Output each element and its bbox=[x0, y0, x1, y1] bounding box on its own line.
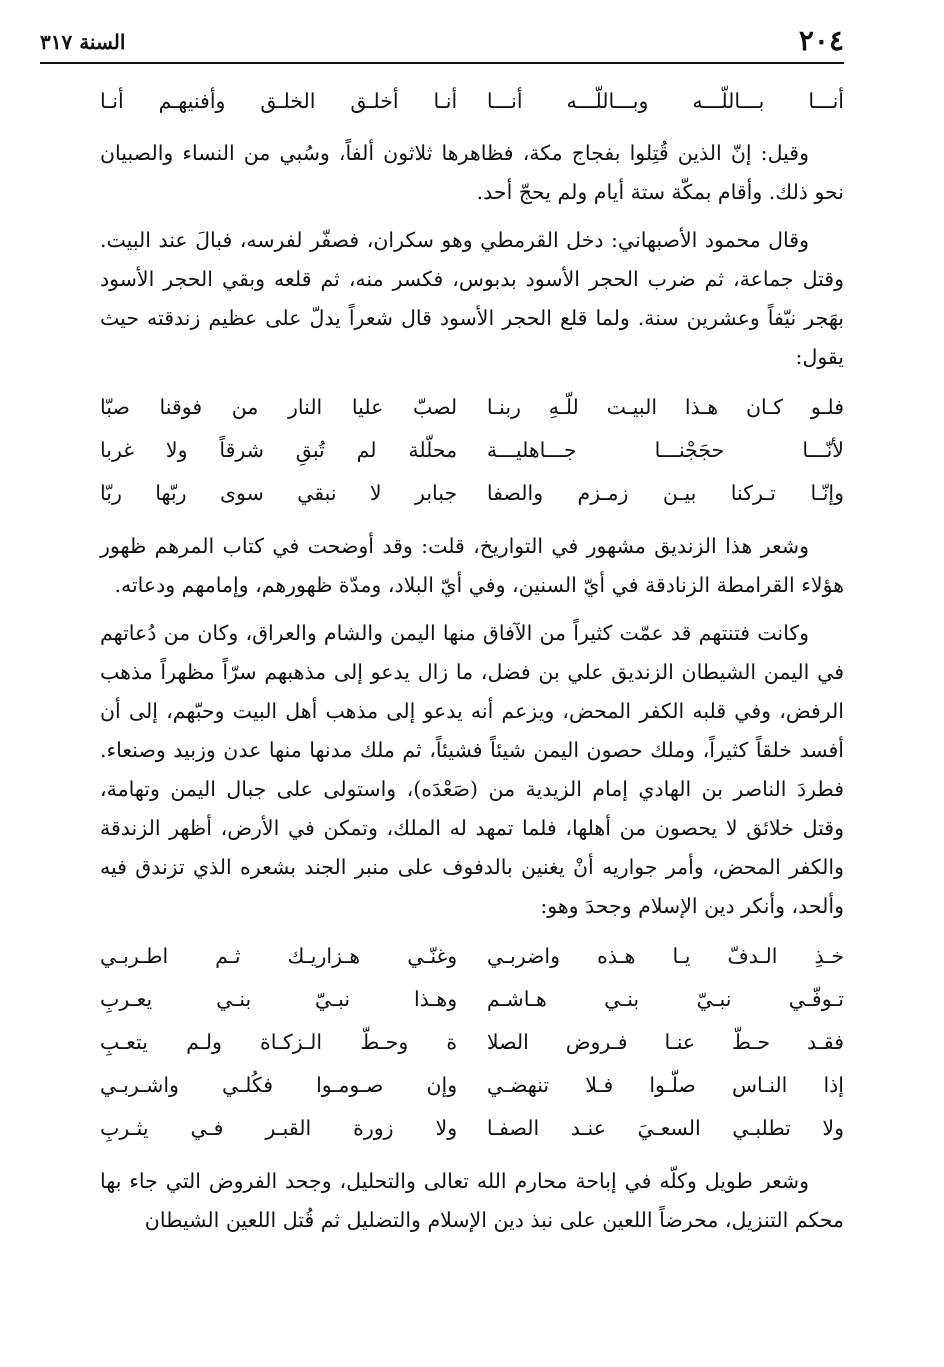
verse-line bbox=[100, 1021, 844, 1064]
page-number: ٢٠٤ bbox=[798, 24, 844, 57]
poem-block bbox=[100, 935, 844, 1150]
verse-line bbox=[100, 978, 844, 1021]
paragraph: وكانت فتنتهم قد عمّت كثيراً من الآفاق منها اليمن والشام والعراق، وكان من دُعاتهم في اليمن الشيطان الزنديق علي بن فضل، ما زال يدعو إلى مذهبهم سرّاً مظهراً مذهب الرفض، وفي قلبه الكفر المحض، ويزعم أنه يدعو إلى مذهب أهل البيت وحبّهم، إلى أن أفسد خلقاً كثيراً، وملك حصون اليمن شيئاً فشيئاً، ثم ملك مدنها منها عدن وزبيد وصنعاء. فطردَ الناصر بن الهادي إمام الزيدية من (صَعْدَه)، واستولى على جبال اليمن وتهامة، وقتل خلائق لا يحصون من أهلها، فلما تمهد له الملك، وتمكن في الأرض، أظهر الزندقة والكفر المحض، وأمر جواريه أنْ يغنين بالدفوف على منبر الجند بشعره الذي تزندق فيه وألحد، وأنكر دين الإسلام وجحدَ وهو: bbox=[100, 621, 844, 918]
verse-second-hemistich: وإن صـومـوا فكُلـي واشـربـي bbox=[100, 1073, 458, 1097]
verse-line bbox=[100, 472, 844, 515]
verse-first-hemistich: إذا النـاس صلّـوا فـلا تنهضـي bbox=[486, 1073, 844, 1097]
verse-line bbox=[100, 1064, 844, 1107]
page-header bbox=[40, 22, 844, 64]
paragraph: وشعر طويل وكلّه في إباحة محارم الله تعالى والتحليل، وجحد الفروض التي جاء بها محكم التنزيل، محرضاً اللعين على نبذ دين الإسلام والتضليل ثم قُتل اللعين الشيطان bbox=[100, 1169, 844, 1232]
page-content bbox=[100, 80, 844, 1249]
verse-second-hemistich: لصبّ عليا النار من فوقنا صبّا bbox=[100, 395, 458, 419]
paragraph: وقيل: إنّ الذين قُتِلوا بفجاج مكة، فظاهرها ثلاثون ألفاً، وسُبي من النساء والصبيان نحو ذلك. وأقام بمكّة ستة أيام ولم يحجّ أحد. bbox=[100, 141, 844, 204]
verse-first-hemistich: خـذِ الـدفّ يـا هـذه واضربـي bbox=[486, 944, 844, 968]
verse-second-hemistich: ولا زورة القبـر فـي يثـربِ bbox=[100, 1116, 458, 1140]
verse-first-hemistich: أنـــا بـــاللّـــه وبـــاللّـــه أنـــا bbox=[486, 88, 844, 113]
verse-second-hemistich: أنـا أخلـق الخلـق وأفنيهـم أنـا bbox=[100, 88, 458, 113]
verse-line bbox=[100, 80, 844, 122]
verse-second-hemistich: محلّلة لم تُبقِ شرقاً ولا غربا bbox=[100, 438, 458, 462]
opening-verse bbox=[100, 80, 844, 122]
poem-block bbox=[100, 386, 844, 515]
verse-first-hemistich: وإنّـا تـركنا بيـن زمـزم والصفا bbox=[486, 481, 844, 505]
paragraph: وقال محمود الأصبهاني: دخل القرمطي وهو سكران، فصفّر لفرسه، فبالَ عند البيت. وقتل جماعة، ثم ضرب الحجر الأسود بدبوس، فكسر منه، ثم قلعه وبقي الحجر الأسود بهَجر نيّفاً وعشرين سنة. ولما قلع الحجر الأسود قال شعراً يدلّ على عظيم زندقته حيث يقول: bbox=[100, 228, 844, 369]
year-label: السنة ٣١٧ bbox=[40, 30, 126, 54]
verse-first-hemistich: فلـو كـان هـذا البيـت للّـهِ ربنـا bbox=[486, 395, 844, 419]
verse-first-hemistich: لأنّـــا حجَجْنـــا جـــاهليـــة bbox=[486, 438, 844, 462]
verse-second-hemistich: ة وحـطّ الـزكـاة ولـم يتعـبِ bbox=[100, 1030, 458, 1054]
verse-second-hemistich: وغنّـي هـزاريـك ثـم اطـربـي bbox=[100, 944, 458, 968]
verse-second-hemistich: وهـذا نبـيّ بنـي يعـربِ bbox=[100, 987, 458, 1011]
verse-first-hemistich: ولا تطلبـي السعـيَ عنـد الصفـا bbox=[486, 1116, 844, 1140]
paragraph: وشعر هذا الزنديق مشهور في التواريخ، قلت: وقد أوضحت في كتاب المرهم ظهور هؤلاء القرامطة الزنادقة في أيّ السنين، وفي أيّ البلاد، ومدّة ظهورهم، وإمامهم ودعاته. bbox=[100, 534, 844, 597]
verse-line bbox=[100, 429, 844, 472]
verse-line bbox=[100, 386, 844, 429]
verse-line bbox=[100, 1107, 844, 1150]
verse-first-hemistich: تـوفّـي نبـيّ بنـي هـاشـم bbox=[486, 987, 844, 1011]
verse-first-hemistich: فقـد حـطّ عنـا فـروض الصلا bbox=[486, 1030, 844, 1054]
verse-second-hemistich: جبابر لا نبقي سوى ربّها ربّا bbox=[100, 481, 458, 505]
verse-line bbox=[100, 935, 844, 978]
